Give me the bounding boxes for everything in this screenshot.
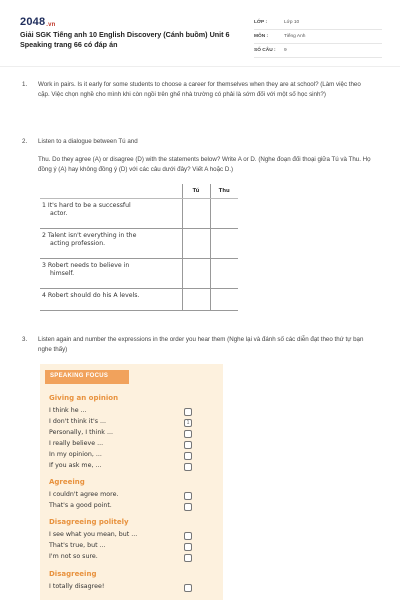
order-checkbox[interactable] (184, 503, 192, 511)
answer-cell[interactable] (210, 288, 238, 310)
question-3 (22, 335, 372, 354)
expression-item: I totally disagree! (49, 583, 105, 590)
question-number: 1. (22, 81, 28, 88)
site-logo[interactable]: 2048.vn (20, 16, 56, 28)
speaking-focus-title: SPEAKING FOCUS (45, 370, 129, 384)
section-heading-disagreeing-politely: Disagreeing politely (49, 518, 129, 526)
header-divider (0, 66, 400, 67)
section-heading-disagreeing: Disagreeing (49, 570, 97, 578)
table-row (40, 198, 238, 228)
table-row (40, 288, 238, 310)
expression-item: I think he ... (49, 407, 87, 414)
statement-cell: 4 Robert should do his A levels. (40, 288, 182, 310)
speaking-focus-box (40, 364, 223, 600)
section-heading-agreeing: Agreeing (49, 478, 85, 486)
answer-cell[interactable] (182, 198, 210, 228)
answer-cell[interactable] (182, 228, 210, 258)
expression-item: That's a good point. (49, 502, 112, 509)
question-2-continued (22, 155, 372, 174)
document-meta (254, 16, 382, 58)
answer-cell[interactable] (182, 258, 210, 288)
order-checkbox[interactable] (184, 441, 192, 449)
order-checkbox[interactable] (184, 492, 192, 500)
expression-item: I'm not so sure. (49, 553, 98, 560)
section-heading-giving-opinion: Giving an opinion (49, 394, 119, 402)
statement-cell: 3 Robert needs to believe in himself. (40, 258, 182, 288)
order-checkbox[interactable] (184, 452, 192, 460)
question-text-line: Listen to a dialogue between Tú and (38, 138, 138, 145)
meta-class: LỚP : Lớp 10 (254, 16, 382, 30)
table-row (40, 228, 238, 258)
order-checkbox[interactable] (184, 532, 192, 540)
table-header-thu: Thu (210, 184, 238, 198)
answer-cell[interactable] (210, 198, 238, 228)
expression-item: If you ask me, ... (49, 462, 102, 469)
order-checkbox[interactable] (184, 584, 192, 592)
statement-cell: 1 It's hard to be a successful actor. (40, 198, 182, 228)
order-checkbox[interactable] (184, 430, 192, 438)
question-text: Thu. Do they agree (A) or disagree (D) with the statements below? Write A or D. (Nghe đoạn đối thoại giữa Tú và Thu. Họ đồng ý (A) hay không đồng ý (D) với các câu dưới đây? Viết A hoặc D.) (38, 156, 371, 173)
order-checkbox[interactable] (184, 543, 192, 551)
order-checkbox[interactable] (184, 463, 192, 471)
expression-item: I don't think it's ... (49, 418, 106, 425)
meta-subject: MÔN : Tiếng Anh (254, 30, 382, 44)
answer-cell[interactable] (210, 258, 238, 288)
expression-item: I really believe ... (49, 440, 104, 447)
statement-cell: 2 Talent isn't everything in the acting profession. (40, 228, 182, 258)
answer-cell[interactable] (210, 228, 238, 258)
table-row (40, 258, 238, 288)
document-header (20, 16, 382, 58)
expression-item: That's true, but ... (49, 542, 106, 549)
table-header (40, 184, 182, 198)
expression-item: In my opinion, ... (49, 451, 102, 458)
document-title: Giải SGK Tiếng anh 10 English Discovery (Cánh buồm) Unit 6 Speaking trang 66 có đáp án (20, 30, 230, 49)
question-text: Listen again and number the expressions in the order you hear them (Nghe lại và đánh số các diễn đạt theo thứ tự bạn nghe thấy) (38, 336, 364, 353)
table-header-row (40, 184, 238, 198)
agree-disagree-table (40, 184, 238, 311)
order-checkbox[interactable] (184, 554, 192, 562)
question-text: Work in pairs. Is it early for some students to choose a career for themselves when they are at school? (Làm việc theo cặp. Việc chọn nghề cho mình khi còn ngồi trên ghế nhà trường có phải là sớm đối với một số học sinh?) (38, 81, 361, 98)
expression-item: I see what you mean, but ... (49, 531, 138, 538)
question-2 (22, 137, 372, 147)
question-1 (22, 80, 372, 99)
meta-count: SỐ CÂU : 9 (254, 44, 382, 58)
table-header-tu: Tú (182, 184, 210, 198)
question-number: 2. (22, 138, 28, 145)
expression-item: I couldn't agree more. (49, 491, 119, 498)
expression-item: Personally, I think ... (49, 429, 113, 436)
question-number: 3. (22, 336, 28, 343)
answer-cell[interactable] (182, 288, 210, 310)
order-checkbox[interactable]: 1 (184, 419, 192, 427)
order-checkbox[interactable] (184, 408, 192, 416)
